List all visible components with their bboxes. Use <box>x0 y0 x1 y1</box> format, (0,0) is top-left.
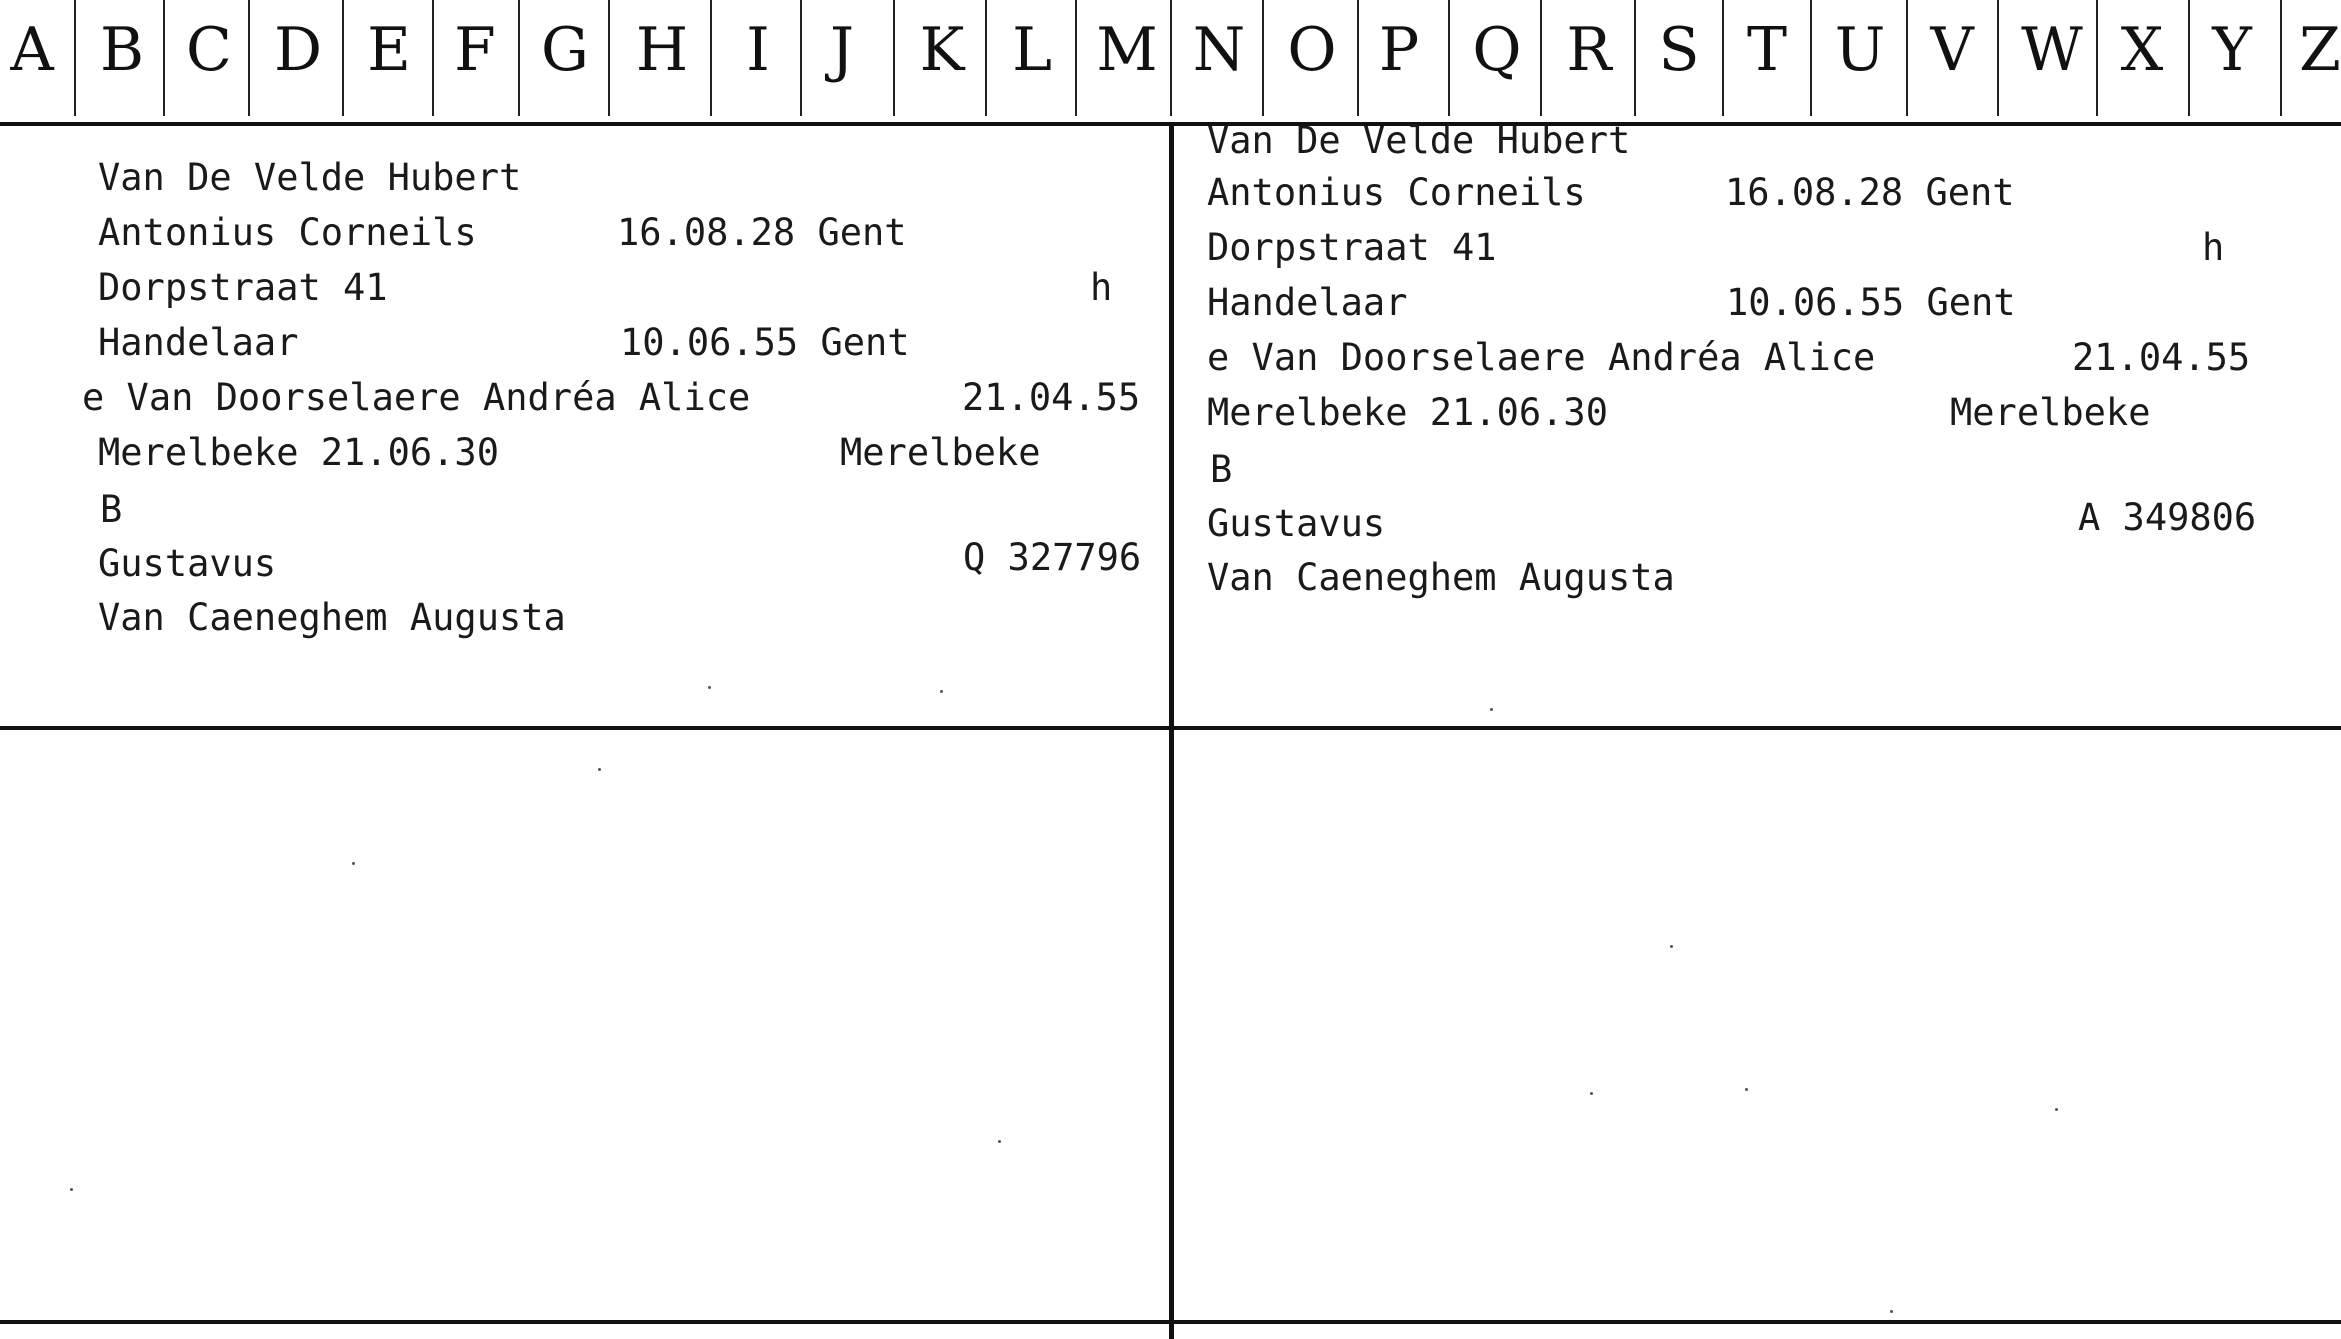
marker-h: h <box>2202 226 2225 269</box>
scan-speck <box>998 1140 1001 1143</box>
index-letter-s[interactable]: S <box>1658 15 1700 85</box>
index-letter-p[interactable]: P <box>1378 15 1420 85</box>
index-divider <box>1810 0 1812 116</box>
birth-date-place: 16.08.28 Gent <box>617 211 907 254</box>
index-letter-w[interactable]: W <box>2021 15 2083 85</box>
scan-speck <box>352 862 355 865</box>
scan-speck <box>1745 1088 1748 1091</box>
index-divider <box>1540 0 1542 116</box>
index-divider <box>1262 0 1264 116</box>
spouse-date: 21.04.55 <box>962 376 1141 419</box>
index-letter-l[interactable]: L <box>1012 15 1052 85</box>
index-letter-y[interactable]: Y <box>2212 15 2252 85</box>
index-divider <box>1075 0 1077 116</box>
index-letter-v[interactable]: V <box>1930 15 1974 85</box>
index-divider <box>608 0 610 116</box>
scan-speck <box>598 768 601 771</box>
index-letter-f[interactable]: F <box>454 15 496 85</box>
index-divider <box>1722 0 1724 116</box>
index-divider <box>342 0 344 116</box>
record-number: A 349806 <box>2078 496 2257 539</box>
index-letter-z[interactable]: Z <box>2299 15 2341 85</box>
index-letter-j[interactable]: J <box>829 15 855 85</box>
index-letter-b[interactable]: B <box>99 15 145 85</box>
marker-h: h <box>1090 266 1113 309</box>
scan-speck <box>940 690 943 693</box>
nationality: B <box>100 488 123 531</box>
street-address: Dorpstraat 41 <box>1207 226 1497 269</box>
index-letter-x[interactable]: X <box>2120 15 2164 85</box>
spouse-place: Merelbeke <box>1950 391 2151 434</box>
person-name: Van De Velde Hubert <box>1207 119 1631 162</box>
given-names: Antonius Corneils <box>1207 171 1586 214</box>
occupation: Handelaar <box>1207 281 1408 324</box>
index-letter-e[interactable]: E <box>367 15 411 85</box>
index-divider <box>985 0 987 116</box>
spouse-name: e Van Doorselaere Andréa Alice <box>82 376 751 419</box>
father-name: Gustavus <box>98 542 277 585</box>
index-letter-o[interactable]: O <box>1287 15 1337 85</box>
index-letter-m[interactable]: M <box>1096 15 1158 85</box>
scan-speck <box>1590 1092 1593 1095</box>
index-letter-r[interactable]: R <box>1566 15 1612 85</box>
scan-speck <box>708 686 711 689</box>
index-letter-t[interactable]: T <box>1746 15 1788 85</box>
given-names: Antonius Corneils <box>98 211 477 254</box>
mother-name: Van Caeneghem Augusta <box>98 596 566 639</box>
index-letter-h[interactable]: H <box>635 15 689 85</box>
spouse-birth: Merelbeke 21.06.30 <box>1207 391 1608 434</box>
index-divider <box>2096 0 2098 116</box>
person-name: Van De Velde Hubert <box>98 156 522 199</box>
index-divider <box>163 0 165 116</box>
index-divider <box>893 0 895 116</box>
index-letter-d[interactable]: D <box>273 15 323 85</box>
index-divider <box>1906 0 1908 116</box>
record-number: Q 327796 <box>963 536 1142 579</box>
index-letter-i[interactable]: I <box>746 15 770 85</box>
alphabet-index <box>0 0 2341 122</box>
scan-speck <box>1670 945 1673 948</box>
father-name: Gustavus <box>1207 502 1386 545</box>
index-letter-c[interactable]: C <box>186 15 232 85</box>
marriage-date-place: 10.06.55 Gent <box>620 321 910 364</box>
column-divider <box>1169 124 1174 1339</box>
index-divider <box>1997 0 1999 116</box>
street-address: Dorpstraat 41 <box>98 266 388 309</box>
index-divider <box>1448 0 1450 116</box>
scan-speck <box>2055 1108 2058 1111</box>
scan-speck <box>70 1188 73 1191</box>
scan-speck <box>1490 708 1493 711</box>
spouse-place: Merelbeke <box>840 431 1041 474</box>
index-divider <box>710 0 712 116</box>
occupation: Handelaar <box>98 321 299 364</box>
index-letter-g[interactable]: G <box>541 15 589 85</box>
index-letter-k[interactable]: K <box>919 15 965 85</box>
scan-speck <box>1890 1310 1893 1313</box>
mother-name: Van Caeneghem Augusta <box>1207 556 1675 599</box>
index-divider <box>74 0 76 116</box>
spouse-name: e Van Doorselaere Andréa Alice <box>1207 336 1876 379</box>
index-letter-a[interactable]: A <box>10 15 54 85</box>
spouse-date: 21.04.55 <box>2072 336 2251 379</box>
index-divider <box>518 0 520 116</box>
spouse-birth: Merelbeke 21.06.30 <box>98 431 499 474</box>
marriage-date-place: 10.06.55 Gent <box>1726 281 2016 324</box>
index-letter-n[interactable]: N <box>1192 15 1246 85</box>
index-divider <box>1170 0 1172 116</box>
index-divider <box>1634 0 1636 116</box>
nationality: B <box>1210 448 1233 491</box>
birth-date-place: 16.08.28 Gent <box>1725 171 2015 214</box>
index-divider <box>248 0 250 116</box>
index-letter-u[interactable]: U <box>1834 15 1886 85</box>
index-letter-q[interactable]: Q <box>1472 15 1522 85</box>
